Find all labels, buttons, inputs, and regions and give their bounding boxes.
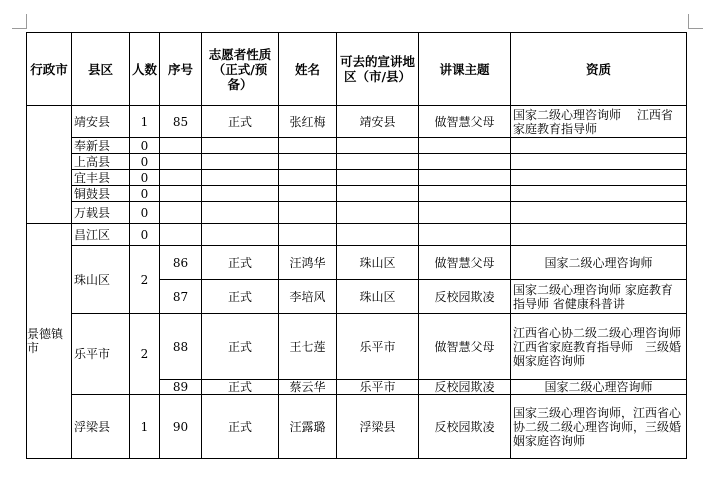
topic-cell: 做智慧父母 [419, 106, 511, 138]
topic-cell: 做智慧父母 [419, 246, 511, 280]
nature-cell: 正式 [202, 106, 279, 138]
county-cell: 上高县 [72, 154, 130, 170]
no-cell: 87 [160, 280, 202, 314]
name-cell: 王七莲 [279, 314, 337, 380]
count-cell: 0 [130, 154, 160, 170]
qualification-cell: 江西省心协二级二级心理咨询师 江西省家庭教育指导师 三级婚姻家庭咨询师 [511, 314, 687, 380]
crop-mark-top-right [688, 14, 703, 29]
header-no: 序号 [160, 33, 202, 106]
table-row [27, 224, 687, 246]
name-cell: 李培风 [279, 280, 337, 314]
county-cell: 万载县 [72, 202, 130, 224]
no-cell: 88 [160, 314, 202, 380]
nature-cell: 正式 [202, 380, 279, 395]
no-cell: 86 [160, 246, 202, 280]
count-cell: 0 [130, 170, 160, 186]
qualification-cell: 国家二级心理咨询师 江西省家庭教育指导师 [511, 106, 687, 138]
table-row [27, 314, 687, 380]
table-row [27, 186, 687, 202]
table-row [27, 246, 687, 280]
qualification-cell: 国家二级心理咨询师 [511, 246, 687, 280]
table-row [27, 170, 687, 186]
area-cell: 乐平市 [337, 314, 419, 380]
header-city: 行政市 [27, 33, 72, 106]
count-cell: 2 [130, 246, 160, 314]
table-row [27, 202, 687, 224]
header-count: 人数 [130, 33, 160, 106]
nature-cell: 正式 [202, 314, 279, 380]
header-row [27, 33, 687, 106]
area-cell: 靖安县 [337, 106, 419, 138]
nature-cell: 正式 [202, 246, 279, 280]
qualification-cell: 国家二级心理咨询师 家庭教育指导师 省健康科普讲 [511, 280, 687, 314]
nature-cell: 正式 [202, 280, 279, 314]
header-topic: 讲课主题 [419, 33, 511, 106]
header-name: 姓名 [279, 33, 337, 106]
qualification-cell: 国家三级心理咨询师，江西省心协二级二级心理咨询师，三级婚姻家庭咨询师 [511, 395, 687, 459]
county-cell: 铜鼓县 [72, 186, 130, 202]
table-row [27, 138, 687, 154]
header-area: 可去的宣讲地区（市/县） [337, 33, 419, 106]
count-cell: 0 [130, 186, 160, 202]
area-cell: 珠山区 [337, 246, 419, 280]
table-row [27, 154, 687, 170]
county-cell: 靖安县 [72, 106, 130, 138]
county-cell: 宜丰县 [72, 170, 130, 186]
area-cell: 浮梁县 [337, 395, 419, 459]
header-nature: 志愿者性质（正式/预备） [202, 33, 279, 106]
no-cell: 85 [160, 106, 202, 138]
topic-cell: 反校园欺凌 [419, 280, 511, 314]
count-cell: 2 [130, 314, 160, 395]
county-cell: 乐平市 [72, 314, 130, 395]
topic-cell: 做智慧父母 [419, 314, 511, 380]
county-cell: 珠山区 [72, 246, 130, 314]
city-cell-blank [27, 106, 72, 224]
count-cell: 0 [130, 202, 160, 224]
no-cell: 89 [160, 380, 202, 395]
county-cell: 浮梁县 [72, 395, 130, 459]
nature-cell: 正式 [202, 395, 279, 459]
header-county: 县区 [72, 33, 130, 106]
count-cell: 0 [130, 224, 160, 246]
volunteer-table [26, 32, 694, 459]
no-cell: 90 [160, 395, 202, 459]
name-cell: 张红梅 [279, 106, 337, 138]
name-cell: 汪鸿华 [279, 246, 337, 280]
count-cell: 1 [130, 106, 160, 138]
name-cell: 蔡云华 [279, 380, 337, 395]
area-cell: 乐平市 [337, 380, 419, 395]
name-cell: 汪露璐 [279, 395, 337, 459]
crop-mark-top-left [12, 14, 27, 29]
topic-cell: 反校园欺凌 [419, 395, 511, 459]
table-row [27, 106, 687, 138]
county-cell: 奉新县 [72, 138, 130, 154]
qualification-cell: 国家二级心理咨询师 [511, 380, 687, 395]
count-cell: 1 [130, 395, 160, 459]
county-cell: 昌江区 [72, 224, 130, 246]
header-qualification: 资质 [511, 33, 687, 106]
count-cell: 0 [130, 138, 160, 154]
topic-cell: 反校园欺凌 [419, 380, 511, 395]
city-cell: 景德镇市 [27, 224, 72, 459]
table-row [27, 395, 687, 459]
area-cell: 珠山区 [337, 280, 419, 314]
